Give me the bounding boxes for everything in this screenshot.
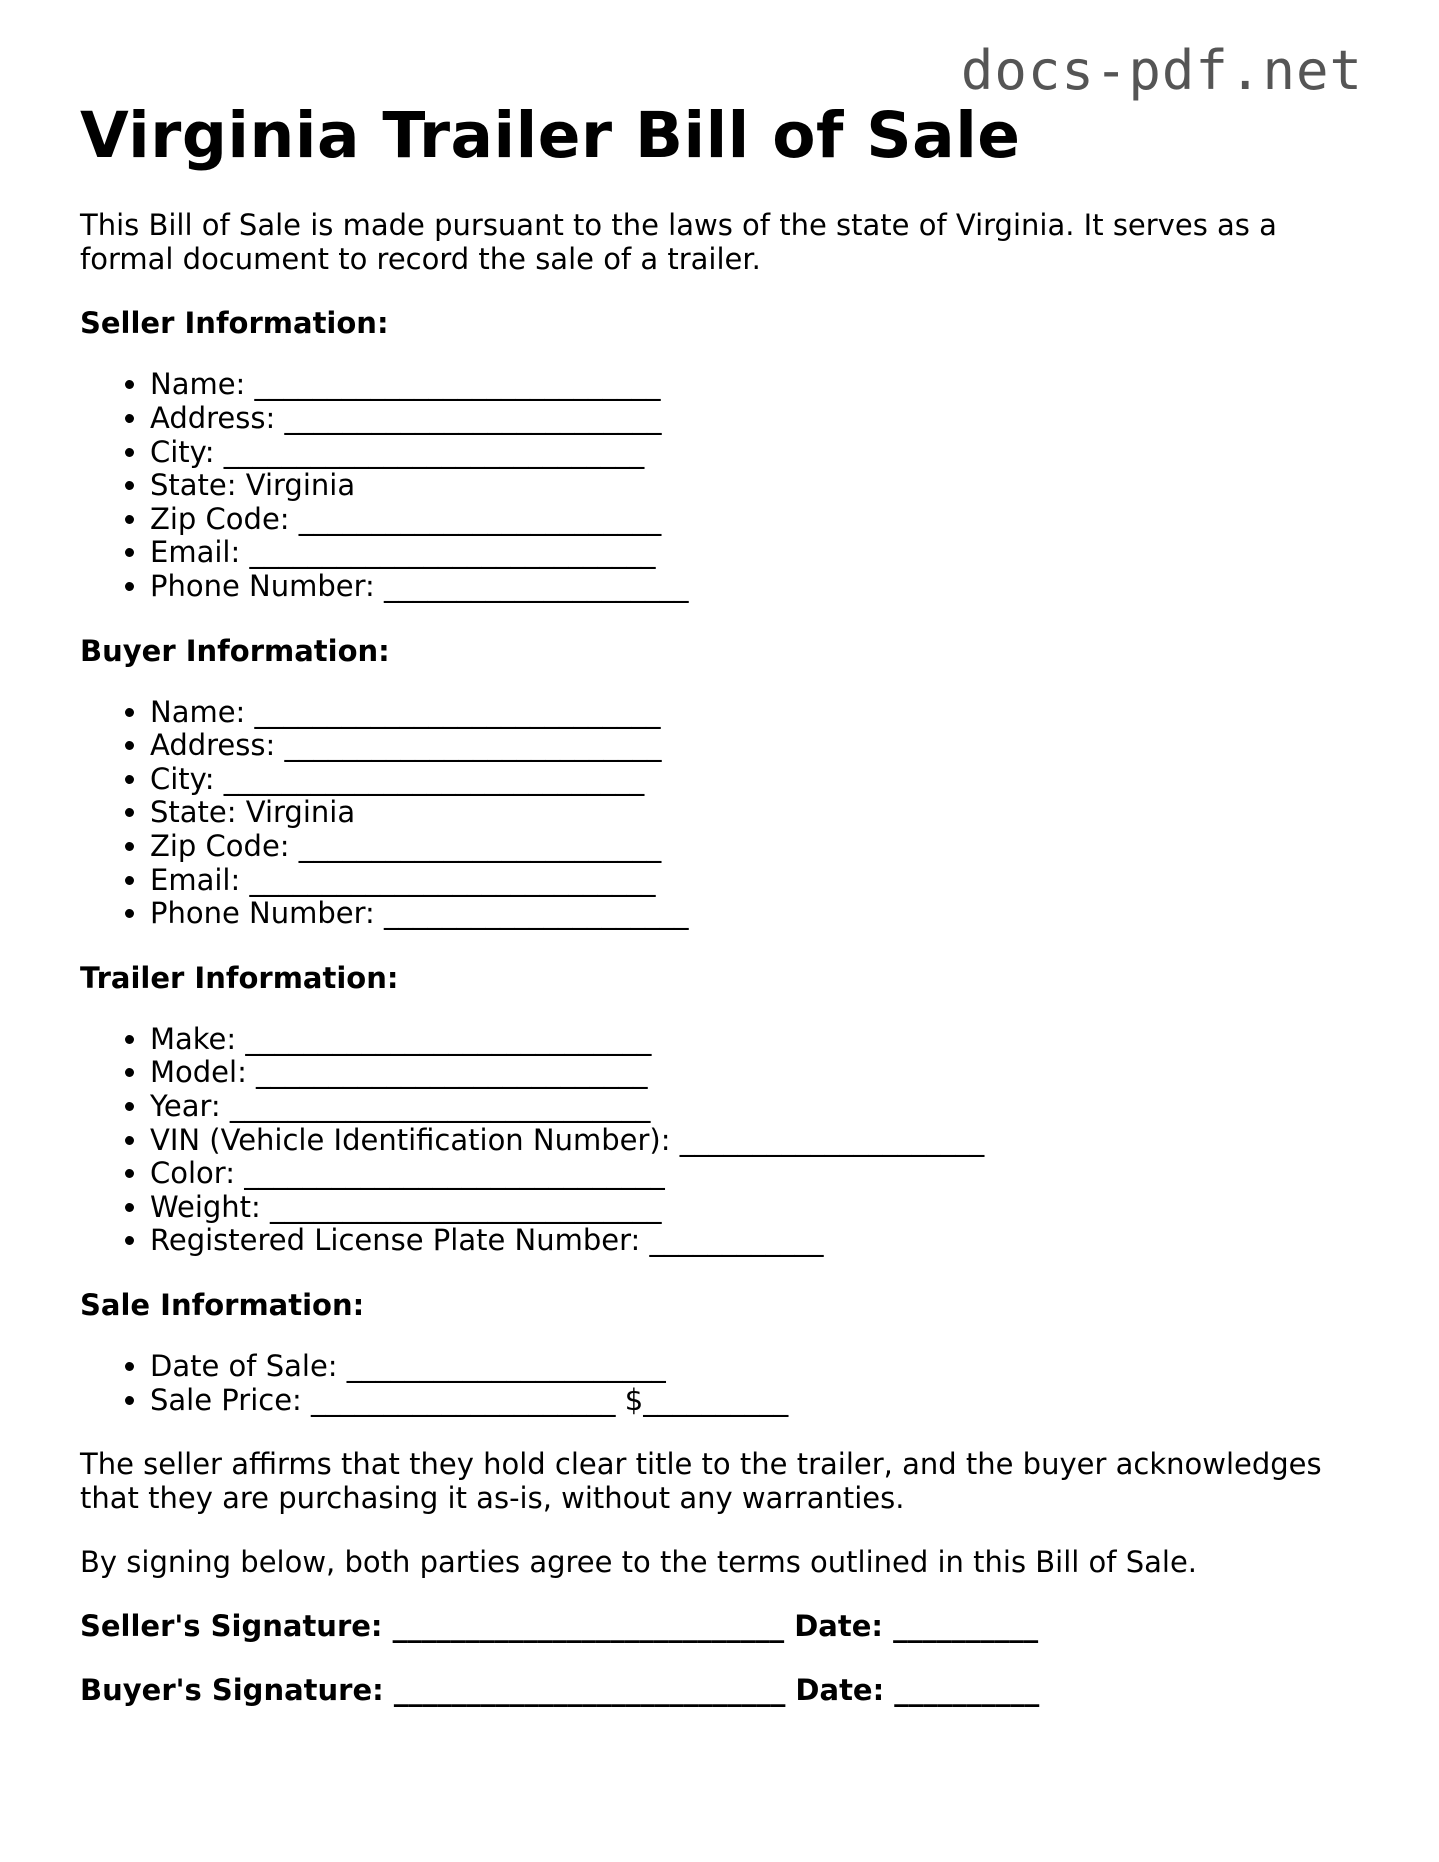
seller-phone-field[interactable]: • Phone Number: _____________________ [150, 570, 1370, 604]
trailer-weight-field[interactable]: • Weight: ___________________________ [150, 1191, 1370, 1225]
buyer-city-field[interactable]: • City: _____________________________ [150, 763, 1370, 797]
sale-list [80, 1350, 1370, 1417]
affirmation-paragraph: The seller affirms that they hold clear title to the trailer, and the buyer acknowledges that they are purchasing it as-is, without any warranties. [80, 1447, 1322, 1516]
seller-email-field[interactable]: • Email: ____________________________ [150, 536, 1370, 570]
document-page [80, 100, 1370, 1707]
buyer-address-field[interactable]: • Address: __________________________ [150, 729, 1370, 763]
trailer-model-field[interactable]: • Model: ___________________________ [150, 1056, 1370, 1090]
sale-price-field[interactable]: • Sale Price: _____________________ $__________ [150, 1384, 1370, 1418]
trailer-make-field[interactable]: • Make: ____________________________ [150, 1023, 1370, 1057]
trailer-year-field[interactable]: • Year: _____________________________ [150, 1090, 1370, 1124]
buyer-state-field: • State: Virginia [150, 796, 1370, 830]
trailer-color-field[interactable]: • Color: _____________________________ [150, 1157, 1370, 1191]
intro-paragraph: This Bill of Sale is made pursuant to the laws of the state of Virginia. It serves as a formal document to record the sale of a trailer. [80, 208, 1277, 277]
buyer-zip-field[interactable]: • Zip Code: _________________________ [150, 830, 1370, 864]
watermark: docs-pdf.net [960, 39, 1363, 102]
trailer-heading: Trailer Information: [80, 960, 399, 995]
buyer-list [80, 696, 1370, 931]
seller-name-field[interactable]: • Name: ____________________________ [150, 368, 1370, 402]
buyer-signature-line[interactable]: Buyer's Signature: ___________________________ Date: __________ [80, 1673, 1040, 1708]
buyer-phone-field[interactable]: • Phone Number: _____________________ [150, 897, 1370, 931]
seller-city-field[interactable]: • City: _____________________________ [150, 436, 1370, 470]
buyer-heading: Buyer Information: [80, 633, 390, 668]
sale-heading: Sale Information: [80, 1287, 365, 1322]
trailer-plate-field[interactable]: • Registered License Plate Number: ____________ [150, 1224, 1370, 1258]
agreement-paragraph: By signing below, both parties agree to the terms outlined in this Bill of Sale. [80, 1545, 1198, 1580]
seller-signature-line[interactable]: Seller's Signature: ___________________________ Date: __________ [80, 1609, 1039, 1644]
seller-state-field: • State: Virginia [150, 469, 1370, 503]
seller-list [80, 368, 1370, 603]
sale-date-field[interactable]: • Date of Sale: ______________________ [150, 1350, 1370, 1384]
trailer-vin-field[interactable]: • VIN (Vehicle Identification Number): _____________________ [150, 1124, 1370, 1158]
seller-heading: Seller Information: [80, 306, 389, 341]
seller-address-field[interactable]: • Address: __________________________ [150, 402, 1370, 436]
seller-zip-field[interactable]: • Zip Code: _________________________ [150, 503, 1370, 537]
buyer-email-field[interactable]: • Email: ____________________________ [150, 864, 1370, 898]
trailer-list [80, 1023, 1370, 1258]
buyer-name-field[interactable]: • Name: ____________________________ [150, 696, 1370, 730]
page-title: Virginia Trailer Bill of Sale [80, 99, 1021, 172]
